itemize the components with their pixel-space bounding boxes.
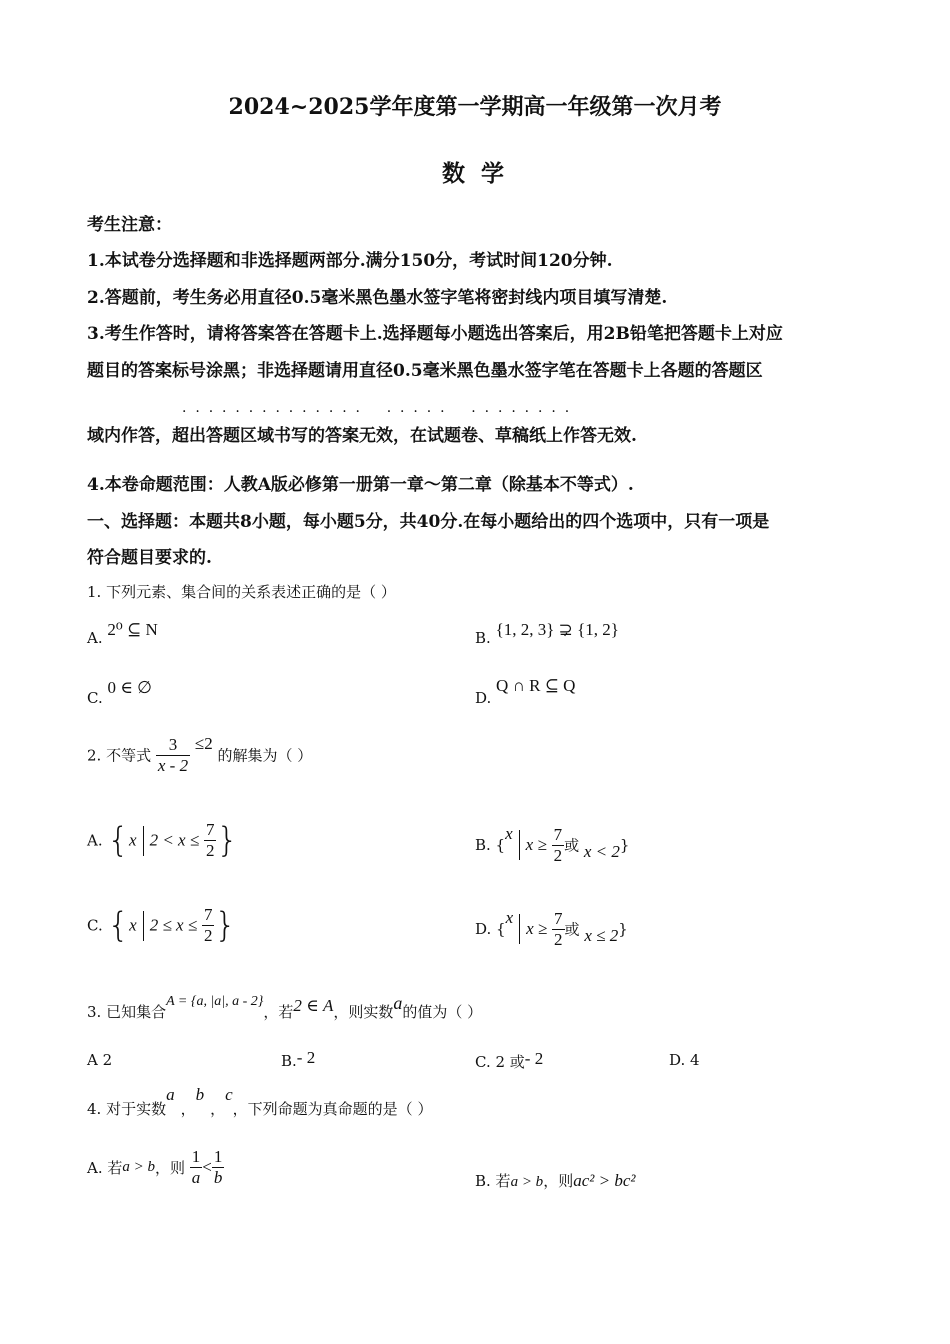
option-label: B. [281,1052,297,1070]
question-2-option-b [475,824,629,866]
question-1-option-d [475,676,576,708]
fraction-numerator: 3 [168,734,178,754]
set-variable: x [505,908,514,927]
question-2-option-a [87,820,238,861]
close-brace: } [618,920,628,938]
set-bar [143,826,144,856]
notice-item-2: 2.答题前，考生务必用直径0.5毫米黑色墨水签字笔将密封线内项目填写清楚. [87,288,668,308]
fraction-denominator: a [191,1168,201,1187]
question-1-option-a [87,620,158,648]
question-1-option-b [475,620,619,648]
option-label: C. [87,916,103,935]
option-condition: a > b [510,1174,544,1190]
fraction-2 [212,1147,225,1188]
option-then: ，则 [543,1172,574,1190]
condition-math: 2 ∈ A [293,996,334,1015]
fraction-denominator: x - 2 [157,755,189,775]
option-label: C. [87,689,103,707]
question-3-stem [87,993,483,1022]
option-condition: a > b [122,1159,155,1175]
question-3-option-d: D. 4 [669,1051,700,1069]
notice-item-3-line-3: 域内作答，超出答题区域书写的答案无效，在试题卷、草稿纸上作答无效. [87,426,637,446]
set-expression: A = {a, |a|, a - 2} [166,994,264,1009]
fraction [156,735,190,776]
option-label: B. { [475,836,506,854]
fraction-numerator: 7 [554,908,563,928]
fraction-numerator: 7 [553,824,563,844]
option-math: ac² > bc² [573,1171,636,1190]
option-prefix: B. 若 [475,1172,511,1190]
set-variable: x [129,830,137,850]
question-2-option-c [87,905,236,946]
question-3-option-b [281,1048,316,1071]
notice-item-4: 4.本卷命题范围：人教A版必修第一册第一章～第二章（除基本不等式）. [87,475,634,495]
option-math: 2⁰ ⊆ N [107,620,158,639]
fraction-1 [190,1147,203,1188]
left-brace: { [107,905,130,946]
set-condition: x ≥ [525,835,547,854]
fraction [552,909,565,950]
question-2-stem [87,734,312,776]
separator: ， [210,1100,226,1118]
stem-prefix: 4. 对于实数 [87,1100,167,1118]
or-text: 或 [564,920,580,939]
section-heading-line-1: 一、选择题：本题共8小题，每小题5分，共40分.在每小题给出的四个选项中，只有一项是 [87,512,770,532]
question-1-stem: 1. 下列元素、集合间的关系表述正确的是（ ） [87,583,396,601]
stem-suffix: ，下列命题为真命题的是（ ） [232,1100,433,1118]
option-label: A. [87,629,103,647]
set-variable: x [129,915,137,935]
question-4-stem [87,1085,433,1119]
notice-item-3-line-2: 题目的答案标号涂黑；非选择题请用直径0.5毫米黑色墨水签字笔在答题卡上各题的答题区 [87,361,763,381]
stem-suffix: 的值为（ ） [402,1003,483,1021]
fraction [204,820,217,861]
option-math: {1, 2, 3} ⊋ {1, 2} [495,620,619,639]
emphasis-dots: · · · · · · · · · · · · · · · · · · · · · · · · · · · [182,404,570,420]
option-then: ，则 [155,1159,186,1177]
left-brace: { [107,820,130,861]
right-brace: } [214,905,237,946]
fraction-numerator: 1 [191,1147,201,1166]
notice-heading: 考生注意： [87,215,172,235]
section-heading-line-2: 符合题目要求的. [87,548,212,568]
set-condition: 2 ≤ x ≤ [149,915,198,935]
set-bar [519,830,520,860]
set-condition: 2 < x ≤ [149,830,200,850]
separator: ， [180,1100,196,1118]
fraction-numerator: 7 [203,905,213,924]
variable-b: b [195,1085,205,1104]
variable-math: a [393,993,403,1013]
set-condition-tail: x < 2 [583,842,620,861]
option-label: C. 2 或 [475,1053,525,1071]
option-prefix: A. 若 [87,1159,123,1177]
option-label: B. [475,629,491,647]
question-4-option-b [475,1170,635,1191]
question-4-option-a [87,1147,224,1188]
stem-prefix: 2. 不等式 [87,746,152,765]
option-label: D. { [475,920,506,938]
option-math: 0 ∈ ∅ [107,678,152,697]
set-condition: x ≥ [526,919,548,938]
question-2-option-d [475,908,628,950]
option-label: D. [475,689,492,707]
fraction-denominator: 2 [554,929,563,949]
stem-prefix: 3. 已知集合 [87,1003,167,1021]
option-math: Q ∩ R ⊆ Q [496,676,576,695]
stem-mid-2: ，则实数 [333,1003,394,1021]
fraction [202,905,215,946]
relation: < [202,1157,212,1177]
or-text: 或 [564,836,580,855]
exam-title: 2024~2025学年度第一学期高一年级第一次月考 [228,94,722,120]
fraction [552,825,565,866]
fraction-denominator: 2 [553,845,563,865]
fraction-denominator: 2 [205,841,215,860]
set-bar [143,911,144,941]
option-math: - 2 [296,1048,316,1067]
fraction-numerator: 1 [213,1147,223,1166]
fraction-denominator: 2 [203,926,213,945]
fraction-denominator: b [213,1168,223,1187]
close-brace: } [619,836,630,854]
variable-c: c [225,1085,233,1104]
stem-suffix: 的解集为（ ） [217,746,313,765]
notice-item-3-line-1: 3.考生作答时，请将答案答在答题卡上.选择题每小题选出答案后，用2B铅笔把答题卡上对应 [87,324,783,344]
question-3-option-a: A 2 [87,1051,113,1069]
relation: ≤2 [194,734,213,753]
set-condition-tail: x ≤ 2 [584,926,619,945]
notice-item-1: 1.本试卷分选择题和非选择题两部分.满分150分，考试时间120分钟. [87,251,613,271]
stem-mid-1: ，若 [263,1003,294,1021]
question-1-option-c [87,678,152,708]
set-variable: x [505,824,513,843]
option-label: A. [87,831,103,850]
subject-title: 数 学 [441,160,508,187]
option-math: - 2 [524,1049,544,1068]
right-brace: } [216,820,239,861]
fraction-numerator: 7 [205,820,215,839]
variable-a: a [166,1085,175,1104]
set-bar [519,914,520,944]
question-3-option-c [475,1051,543,1072]
